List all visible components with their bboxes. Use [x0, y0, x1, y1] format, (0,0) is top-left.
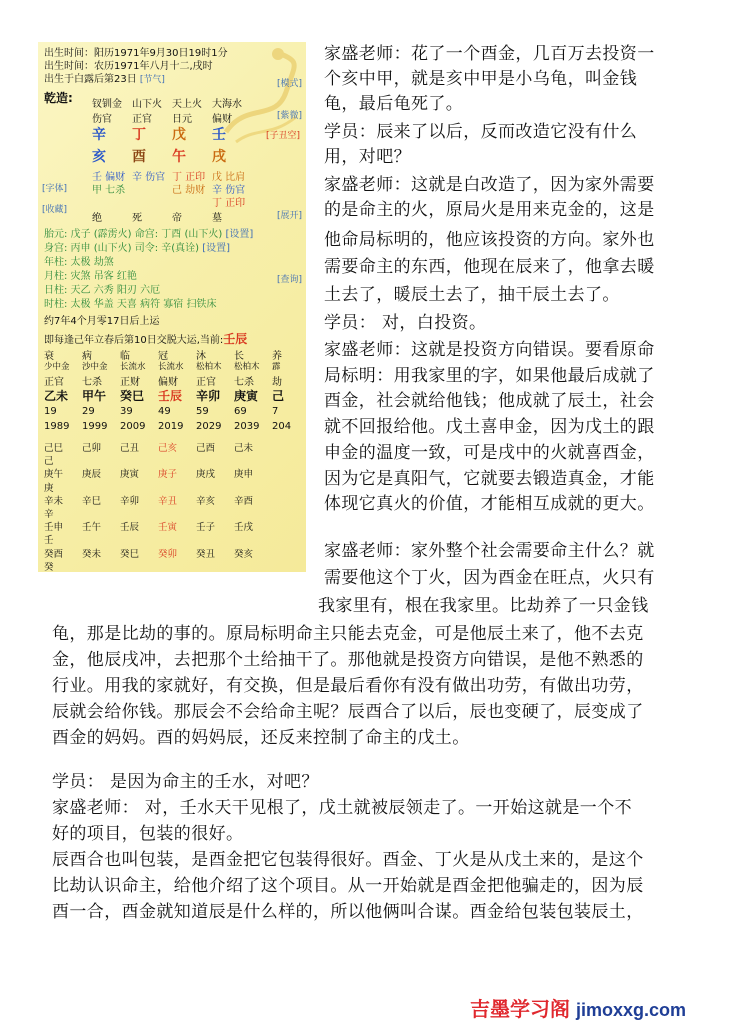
liunian-cell: 庚: [44, 482, 54, 494]
liunian-cell: 庚戌: [196, 469, 216, 481]
liunian-cell: 壬申: [44, 522, 64, 534]
text-line: 金，他辰戌冲，去把那个土给抽干了。那他就是投资方向错误，是他不熟悉的: [52, 650, 644, 670]
liunian-cell: 己丑: [120, 443, 140, 454]
liunian-cell: 辛: [44, 509, 54, 521]
text-line: 好的项目，包装的很好。: [52, 824, 244, 844]
set-button-1[interactable]: [设置]: [225, 229, 254, 240]
dayun-nayin-row: 少中金 沙中金 长流水 长流水 松柏木 松柏木 霹: [44, 362, 281, 372]
shizhu-shensha: 时柱: 太极 华盖 天喜 病符 寡宿 扫铁床: [44, 299, 217, 310]
qianzao-label: 乾造:: [44, 91, 73, 105]
shengong-siling: 身宫: 丙申 (山下火) 司令: 辛(真诠) [设置]: [44, 243, 231, 254]
brand-name: 吉墨学习阁: [470, 997, 570, 1021]
liunian-cell: 己卯: [82, 443, 102, 454]
text-line: 体现它真火的价值，才能相互成就的更大。: [324, 494, 655, 514]
liunian-row: [44, 521, 306, 547]
liunian-cell: 癸未: [82, 548, 102, 560]
text-line: 学员： 是因为命主的壬水，对吧？: [52, 772, 319, 792]
liunian-cell: 辛巳: [82, 495, 102, 507]
liunian-cell: 辛酉: [234, 495, 254, 507]
nianzhu-shensha: 年柱: 太极 劫煞: [44, 257, 114, 268]
liunian-cell: 己巳: [44, 443, 64, 454]
dayun-year-row: 1989 1999 2009 2019 2029 2039 204: [44, 421, 292, 432]
mode-tag[interactable]: [模式]: [276, 79, 302, 89]
liunian-cell: 壬寅: [158, 522, 178, 534]
liunian-row: [44, 468, 306, 494]
dayun-age-row: 19 29 39 49 59 69 7: [44, 406, 279, 417]
tiangan-row: 辛 丁 戊 壬: [92, 127, 226, 143]
jieqi-tag[interactable]: [节气]: [139, 75, 165, 85]
text-line: 龟，那是比劫的事的。原局标明命主只能去克金，可是他辰土来了，他不去克: [52, 624, 644, 644]
text-line: 用，对吧？: [324, 147, 411, 167]
liunian-cell: 庚申: [234, 469, 254, 481]
text-line: 个亥中甲，就是亥中甲是小乌龟，叫金钱: [324, 69, 638, 89]
taiyuan-minggong: 胎元: 戊子 (霹雳火) 命宫: 丁酉 (山下火) [设置]: [44, 229, 254, 240]
text-line: 酉金的妈妈。酉的妈妈辰，还反来控制了命主的戊土。: [52, 728, 470, 748]
text-line: 辰就会给你钱。那辰会不会给命主呢？辰酉合了以后，辰也变硬了，辰变成了: [52, 702, 644, 722]
ziwei-tag[interactable]: [紫微]: [276, 111, 302, 121]
liunian-cell: 己未: [234, 443, 254, 454]
text-line: 申金的温度一致，可是戌中的火就喜酉金，: [324, 443, 655, 463]
text-line: 我家里有，根在我家里。比劫养了一只金钱: [318, 596, 649, 616]
liunian-cell: 辛丑: [158, 495, 178, 507]
text-line: 比劫认识命主，给他介绍了这个项目。从一开始就是酉金把他骗走的，因为辰: [52, 876, 644, 896]
liunian-cell: 己: [44, 456, 54, 468]
bazi-chart-image: [38, 42, 306, 572]
text-line: 学员： 对，白投资。: [324, 313, 487, 333]
birth-solar: 出生时间：阳历1971年9月30日19时1分: [44, 48, 228, 59]
brand-domain: jimoxxg.com: [576, 1000, 687, 1020]
canggan-row-3: 丁 正印: [212, 198, 246, 209]
shoucang-tag[interactable]: [收藏]: [42, 205, 68, 215]
liunian-cell: 癸亥: [234, 548, 254, 560]
text-line: 酉金，社会就给他钱；他成就了辰土，社会: [324, 391, 655, 411]
liunian-cell: 癸丑: [196, 548, 216, 560]
liunian-cell: 庚子: [158, 469, 178, 481]
liunian-cell: 癸巳: [120, 548, 140, 560]
liunian-cell: 壬午: [82, 522, 102, 534]
text-line: 家盛老师：这就是投资方向错误。要看原命: [324, 340, 655, 360]
liunian-row: [44, 548, 306, 572]
liunian-row: [44, 442, 306, 468]
text-line: 就不回报给他。戊土喜申金，因为戊土的跟: [324, 417, 655, 437]
liunian-cell: 壬戌: [234, 522, 254, 534]
canggan-row-2: 甲 七杀 己 劫财 辛 伤官: [92, 185, 246, 196]
jiaoyun-text: 即每逢己年立春后第10日交脱大运,当前:壬辰: [44, 332, 248, 346]
text-line: 需要他这个丁火，因为酉金在旺点，火只有: [324, 568, 655, 588]
shishen-top-row: 伤官 正官 日元 偏财: [92, 114, 232, 125]
set-button-2[interactable]: [设置]: [202, 243, 231, 254]
zhankai-tag[interactable]: [展开]: [276, 211, 302, 221]
zikong-tag: [子丑空]: [265, 131, 300, 141]
changsheng-row: 绝 死 帝 墓: [92, 213, 222, 224]
text-line: 家盛老师：花了一个酉金，几百万去投资一: [324, 44, 655, 64]
text-line: 他命局标明的，他应该投资的方向。家外也: [324, 230, 655, 250]
canggan-row-1: 壬 偏财 辛 伤官 丁 正印 戊 比肩: [92, 172, 246, 183]
liunian-cell: 庚寅: [120, 469, 140, 481]
liunian-cell: 庚午: [44, 469, 64, 481]
text-line: 龟，最后龟死了。: [324, 94, 464, 114]
text-line: 局标明：用我家里的字，如果他最后成就了: [324, 366, 655, 386]
text-line: 辰酉合也叫包装，是酉金把它包装得很好。酉金、丁火是从戊土来的，是这个: [52, 850, 644, 870]
dizhi-row: 亥 酉 午 戌: [92, 149, 226, 165]
birth-lunar: 出生时间：农历1971年八月十二,戌时: [44, 61, 213, 72]
yuezhu-shensha: 月柱: 灾煞 吊客 红艳: [44, 271, 137, 282]
text-line: 家盛老师：这就是白改造了，因为家外需要: [324, 175, 655, 195]
chaxun-tag[interactable]: [查询]: [276, 275, 302, 285]
liunian-cell: 癸卯: [158, 548, 178, 560]
liunian-cell: 己酉: [196, 443, 216, 454]
ziti-tag[interactable]: [字体]: [42, 184, 68, 194]
text-line: 需要命主的东西，他现在辰来了，他拿去暖: [324, 257, 655, 277]
text-line: 家盛老师： 对，壬水天干见根了，戊土就被辰领走了。一开始这就是一个不: [52, 798, 633, 818]
liunian-cell: 癸酉: [44, 548, 64, 560]
dayun-ganzhi-row: 乙未 甲午 癸巳 壬辰 辛卯 庚寅 己: [44, 389, 285, 403]
text-line: 土去了，暖辰土去了，抽干辰土去了。: [324, 285, 620, 305]
liunian-cell: 壬辰: [120, 522, 140, 534]
birth-after: 出生于白露后第23日 [节气]: [44, 74, 165, 85]
text-line: 家盛老师：家外整个社会需要命主什么？就: [324, 541, 655, 561]
dayun-state-row: 衰 病 临 冠 沐 长 养: [44, 351, 282, 362]
text-line: 学员：辰来了以后，反而改造它没有什么: [324, 122, 638, 142]
text-line: 因为它是真阳气，它就要去锻造真金，才能: [324, 469, 655, 489]
qiyun-text: 约7年4个月零17日后上运: [44, 316, 160, 327]
nayin-row: 钗钏金 山下火 天上火 大海水: [92, 99, 242, 110]
rizhu-shensha: 日柱: 天乙 六秀 阳刃 六厄: [44, 285, 161, 296]
dayun-shishen-row: 正官 七杀 正财 偏财 正官 七杀 劫: [44, 377, 282, 388]
liunian-cell: 己亥: [158, 443, 178, 454]
site-brand-logo: [470, 993, 686, 1022]
text-line: 的是命主的火，原局火是用来克金的，这是: [324, 200, 655, 220]
liunian-grid: [44, 442, 306, 572]
liunian-cell: 癸: [44, 561, 54, 572]
liunian-cell: 辛卯: [120, 495, 140, 507]
text-line: 酉一合，酉金就知道辰是什么样的，所以他俩叫合谋。酉金给包装包装辰土，: [52, 902, 644, 922]
liunian-cell: 壬子: [196, 522, 216, 534]
liunian-cell: 辛亥: [196, 495, 216, 507]
liunian-cell: 辛未: [44, 495, 64, 507]
liunian-row: [44, 495, 306, 521]
liunian-cell: 庚辰: [82, 469, 102, 481]
text-line: 行业。用我的家就好，有交换，但是最后看你有没有做出功劳，有做出功劳，: [52, 676, 644, 696]
liunian-cell: 壬: [44, 535, 54, 547]
